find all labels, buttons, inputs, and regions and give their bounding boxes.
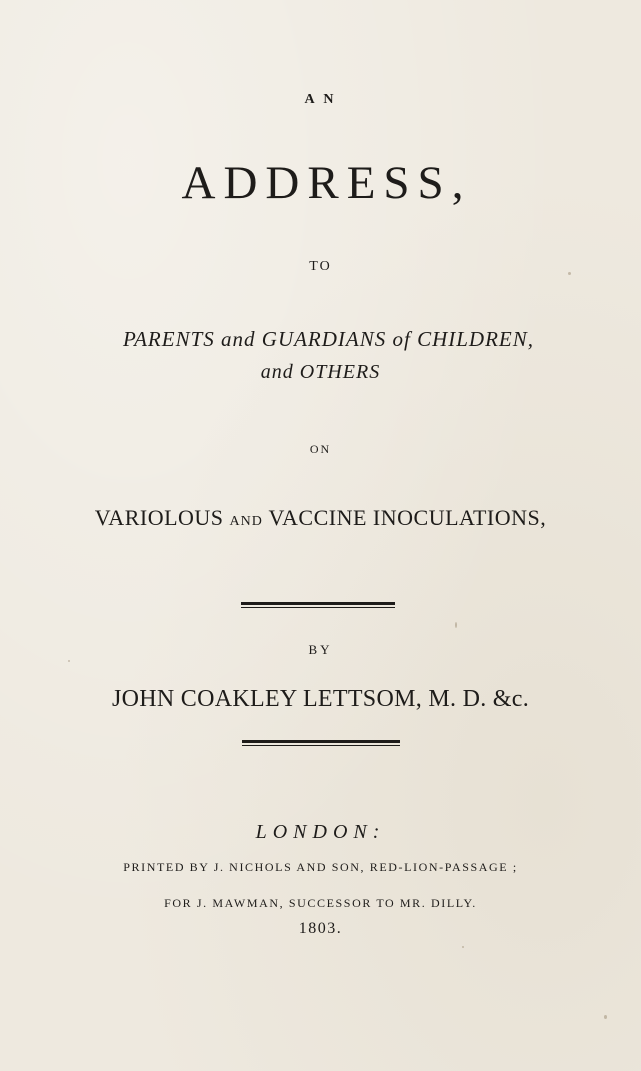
main-title: ADDRESS, — [181, 157, 472, 209]
to-line: TO — [309, 259, 332, 274]
paper-speck — [568, 272, 571, 275]
subject-and: AND — [229, 514, 263, 529]
decorative-rule-bottom-thin — [242, 745, 400, 746]
subject-line — [0, 505, 641, 531]
audience-line: PARENTS and GUARDIANS of CHILDREN, — [122, 327, 535, 351]
decorative-rule-top-thin — [241, 607, 395, 608]
imprint-place: LONDON: — [255, 821, 386, 843]
paper-speck — [68, 660, 70, 662]
paper-speck — [455, 622, 457, 628]
subject-part-2: VACCINE INOCULATIONS, — [262, 505, 547, 530]
paper-speck — [462, 946, 464, 948]
by-line: BY — [308, 642, 333, 657]
author-name: JOHN COAKLEY LETTSOM, M. D. &c. — [111, 686, 530, 712]
article-an: A N — [304, 92, 337, 107]
decorative-rule-bottom — [242, 740, 400, 743]
audience-line-2: and OTHERS — [260, 361, 381, 383]
imprint-printer: PRINTED BY J. NICHOLS AND SON, RED-LION-PASSAGE ; — [123, 860, 518, 874]
paper-speck — [604, 1015, 607, 1019]
imprint-year: 1803. — [298, 920, 343, 937]
on-line: ON — [309, 442, 332, 456]
decorative-rule-top — [241, 602, 395, 605]
subject-part-1: VARIOLOUS — [94, 505, 230, 530]
imprint-publisher: FOR J. MAWMAN, SUCCESSOR TO MR. DILLY. — [164, 896, 477, 910]
